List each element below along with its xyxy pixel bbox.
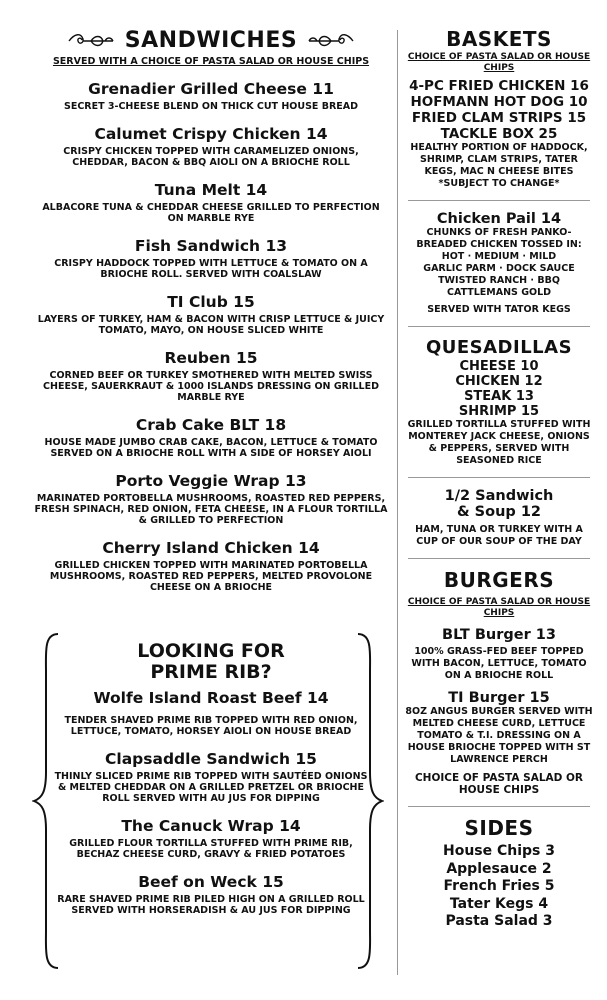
burger-name: TI Burger 15 — [448, 690, 550, 706]
sandwich-list — [30, 80, 392, 593]
section-rule — [408, 477, 590, 478]
menu-item — [48, 873, 374, 916]
basket-item: 4-PC FRIED CHICKEN 16 — [409, 78, 589, 94]
menu-item — [30, 472, 392, 526]
prime-rib-section — [48, 641, 374, 916]
chicken-pail-section — [404, 211, 594, 316]
item-desc: HOUSE MADE JUMBO CRAB CAKE, BACON, LETTUCE & TOMATO SERVED ON A BRIOCHE ROLL WITH A SIDE OF HORSEY AIOLI — [44, 437, 378, 459]
subject-to-change: *SUBJECT TO CHANGE* — [438, 178, 560, 189]
item-name: TI Club 15 — [167, 293, 255, 311]
prime-rib-title-line2: PRIME RIB? — [150, 661, 272, 683]
item-desc: THINLY SLICED PRIME RIB TOPPED WITH SAUTÉED ONIONS & MELTED CHEDDAR ON A GRILLED PRETZEL OR BRIOCHE ROLL SERVED WITH AU JUS FOR DIPPING — [54, 771, 368, 804]
section-rule — [408, 200, 590, 201]
quesadilla-item: SHRIMP 15 — [458, 404, 540, 419]
menu-item — [30, 416, 392, 459]
sauce-line: TWISTED RANCH · BBQ — [438, 275, 560, 286]
sauce-line: GARLIC PARM · DOCK SAUCE — [423, 263, 575, 274]
item-name: Beef on Weck 15 — [138, 873, 284, 891]
chicken-pail-desc: CHUNKS OF FRESH PANKO-BREADED CHICKEN TOSSED IN: — [416, 227, 582, 250]
item-desc: RARE SHAVED PRIME RIB PILED HIGH ON A GRILLED ROLL SERVED WITH HORSERADISH & AU JUS FOR DIPPING — [57, 894, 365, 916]
half-sandwich-desc: HAM, TUNA OR TURKEY WITH A CUP OF OUR SOUP OF THE DAY — [415, 524, 583, 547]
flourish-right-icon — [307, 33, 355, 49]
side-item: Applesauce 2 — [446, 860, 552, 877]
item-name: Cherry Island Chicken 14 — [102, 539, 320, 557]
baskets-note: CHOICE OF PASTA SALAD OR HOUSE CHIPS — [407, 52, 591, 73]
item-name: Tuna Melt 14 — [154, 181, 268, 199]
item-name: Wolfe Island Roast Beef 14 — [93, 689, 329, 707]
burger-desc: 8OZ ANGUS BURGER SERVED WITH MELTED CHEESE CURD, LETTUCE TOMATO & T.I. DRESSING ON A HOUSE BRIOCHE TOPPED WITH ST LAWRENCE PERCH — [405, 706, 593, 765]
item-name: Reuben 15 — [164, 349, 258, 367]
item-desc: MARINATED PORTOBELLA MUSHROOMS, ROASTED RED PEPPERS, FRESH SPINACH, RED ONION, FETA CHEESE, IN A FLOUR TORTILLA & GRILLED TO PERFECTION — [34, 493, 388, 526]
menu-item — [30, 349, 392, 403]
burger-desc: 100% GRASS-FED BEEF TOPPED WITH BACON, LETTUCE, TOMATO ON A BRIOCHE ROLL — [411, 646, 587, 681]
basket-item: TACKLE BOX 25 — [440, 126, 558, 142]
section-rule — [408, 326, 590, 327]
tackle-box-desc: HEALTHY PORTION OF HADDOCK, SHRIMP, CLAM STRIPS, TATER KEGS, MAC N CHEESE BITES — [410, 142, 588, 177]
chicken-pail-served: SERVED WITH TATOR KEGS — [427, 304, 571, 315]
basket-item: FRIED CLAM STRIPS 15 — [411, 110, 587, 126]
baskets-title: BASKETS — [446, 27, 552, 51]
sandwiches-title: SANDWICHES — [124, 28, 298, 53]
menu-item — [30, 181, 392, 224]
menu-item — [48, 750, 374, 804]
half-sandwich-title-line1: 1/2 Sandwich — [444, 488, 554, 504]
sandwiches-header — [30, 28, 392, 53]
menu-item — [30, 125, 392, 168]
menu-item — [30, 539, 392, 593]
menu-item — [30, 80, 392, 112]
item-name: Crab Cake BLT 18 — [135, 416, 287, 434]
item-desc: GRILLED CHICKEN TOPPED WITH MARINATED PORTOBELLA MUSHROOMS, ROASTED RED PEPPERS, MELTED PROVOLONE CHEESE ON A BRIOCHE — [49, 560, 373, 593]
item-desc: TENDER SHAVED PRIME RIB TOPPED WITH RED ONION, LETTUCE, TOMATO, HORSEY AIOLI ON HOUSE BREAD — [64, 715, 358, 737]
baskets-section — [404, 28, 594, 190]
burgers-title: BURGERS — [443, 568, 555, 592]
menu-item — [30, 293, 392, 336]
column-divider — [397, 30, 398, 975]
quesadillas-title: QUESADILLAS — [425, 337, 573, 358]
quesadillas-desc: GRILLED TORTILLA STUFFED WITH MONTEREY JACK CHEESE, ONIONS & PEPPERS, SERVED WITH SEASONED RICE — [407, 419, 591, 466]
quesadilla-item: CHEESE 10 — [459, 359, 539, 374]
quesadillas-section — [404, 337, 594, 467]
item-name: Clapsaddle Sandwich 15 — [105, 750, 317, 768]
item-name: The Canuck Wrap 14 — [121, 817, 301, 835]
burger-name: BLT Burger 13 — [442, 627, 556, 643]
burgers-note: CHOICE OF PASTA SALAD OR HOUSE CHIPS — [407, 597, 591, 618]
right-column — [404, 28, 594, 931]
item-desc: ALBACORE TUNA & CHEDDAR CHEESE GRILLED TO PERFECTION ON MARBLE RYE — [42, 202, 380, 224]
flourish-left-icon — [67, 33, 115, 49]
item-desc: SECRET 3-CHEESE BLEND ON THICK CUT HOUSE BREAD — [64, 101, 358, 112]
menu-item — [48, 817, 374, 860]
chicken-pail-title: Chicken Pail 14 — [436, 211, 562, 227]
quesadilla-item: STEAK 13 — [464, 389, 534, 404]
half-sandwich-section — [404, 488, 594, 548]
item-name: Grenadier Grilled Cheese 11 — [88, 80, 334, 98]
menu-item — [48, 689, 374, 737]
menu-item — [30, 237, 392, 280]
sides-title: SIDES — [464, 816, 534, 840]
item-name: Calumet Crispy Chicken 14 — [94, 125, 328, 143]
sauce-line: CATTLEMANS GOLD — [446, 287, 552, 298]
item-name: Porto Veggie Wrap 13 — [115, 472, 307, 490]
item-desc: LAYERS OF TURKEY, HAM & BACON WITH CRISP LETTUCE & JUICY TOMATO, MAYO, ON HOUSE SLICED WHITE — [37, 314, 385, 336]
side-item: Pasta Salad 3 — [445, 913, 553, 929]
sides-section — [404, 817, 594, 931]
basket-item: HOFMANN HOT DOG 10 — [410, 94, 588, 110]
quesadilla-item: CHICKEN 12 — [455, 374, 543, 389]
burgers-choice: CHOICE OF PASTA SALAD OR HOUSE CHIPS — [414, 772, 584, 796]
section-rule — [408, 806, 590, 807]
half-sandwich-title-line2: & Soup 12 — [456, 504, 542, 520]
section-rule — [408, 558, 590, 559]
side-item: Tater Kegs 4 — [449, 895, 549, 912]
item-desc: CRISPY HADDOCK TOPPED WITH LETTUCE & TOMATO ON A BRIOCHE ROLL. SERVED WITH COALSLAW — [54, 258, 368, 280]
sandwiches-note: SERVED WITH A CHOICE OF PASTA SALAD OR HOUSE CHIPS — [52, 56, 370, 67]
side-item: House Chips 3 — [442, 843, 555, 859]
item-name: Fish Sandwich 13 — [134, 237, 288, 255]
item-desc: CRISPY CHICKEN TOPPED WITH CARAMELIZED ONIONS, CHEDDAR, BACON & BBQ AIOLI ON A BRIOCHE ROLL — [63, 146, 359, 168]
sandwiches-section — [30, 28, 392, 593]
sauce-line: HOT · MEDIUM · MILD — [441, 251, 557, 262]
burgers-section — [404, 569, 594, 796]
item-desc: CORNED BEEF OR TURKEY SMOTHERED WITH MELTED SWISS CHEESE, SAUERKRAUT & 1000 ISLANDS DRESSING ON GRILLED MARBLE RYE — [43, 370, 379, 403]
prime-rib-title-line1: LOOKING FOR — [137, 640, 285, 662]
item-desc: GRILLED FLOUR TORTILLA STUFFED WITH PRIME RIB, BECHAZ CHEESE CURD, GRAVY & FRIED POTATOES — [69, 838, 353, 860]
side-item: French Fries 5 — [443, 878, 555, 894]
